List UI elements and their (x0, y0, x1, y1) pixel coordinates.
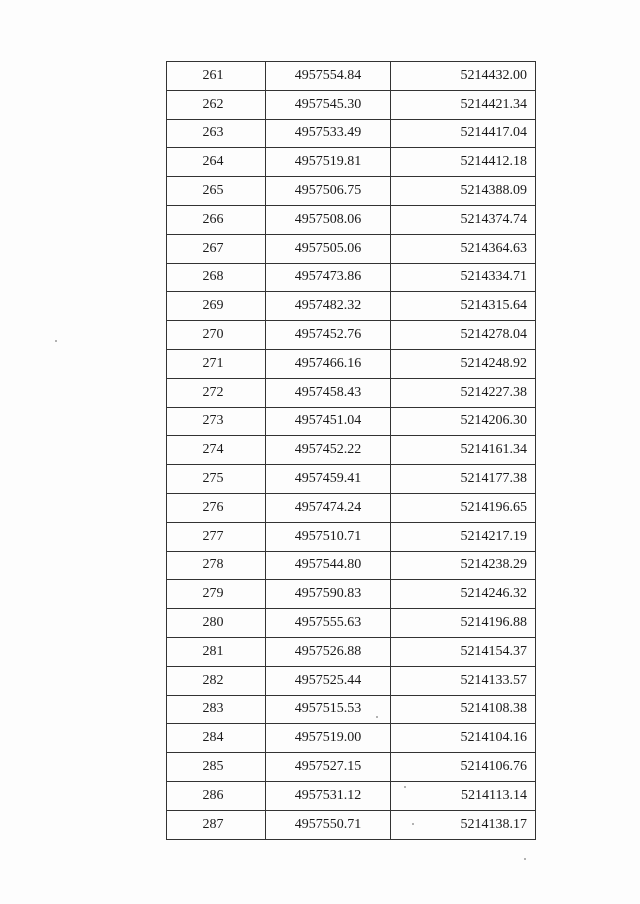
x-coordinate-cell: 4957519.81 (266, 148, 391, 177)
table-row (167, 119, 536, 148)
point-number-cell: 263 (167, 119, 266, 148)
point-number-cell: 284 (167, 724, 266, 753)
y-coordinate-cell: 5214161.34 (391, 436, 536, 465)
table-row (167, 378, 536, 407)
scan-speck (55, 340, 57, 342)
y-coordinate-cell: 5214248.92 (391, 349, 536, 378)
y-coordinate-cell: 5214177.38 (391, 465, 536, 494)
x-coordinate-cell: 4957555.63 (266, 609, 391, 638)
y-coordinate-cell: 5214246.32 (391, 580, 536, 609)
table-row (167, 292, 536, 321)
point-number-cell: 279 (167, 580, 266, 609)
x-coordinate-cell: 4957452.76 (266, 321, 391, 350)
point-number-cell: 267 (167, 234, 266, 263)
table-row (167, 580, 536, 609)
table-row (167, 724, 536, 753)
table-row (167, 810, 536, 839)
x-coordinate-cell: 4957458.43 (266, 378, 391, 407)
point-number-cell: 270 (167, 321, 266, 350)
coordinates-table (166, 61, 536, 840)
y-coordinate-cell: 5214417.04 (391, 119, 536, 148)
point-number-cell: 268 (167, 263, 266, 292)
x-coordinate-cell: 4957506.75 (266, 177, 391, 206)
x-coordinate-cell: 4957474.24 (266, 493, 391, 522)
x-coordinate-cell: 4957515.53 (266, 695, 391, 724)
table-row (167, 666, 536, 695)
y-coordinate-cell: 5214364.63 (391, 234, 536, 263)
table-row (167, 522, 536, 551)
y-coordinate-cell: 5214374.74 (391, 205, 536, 234)
point-number-cell: 277 (167, 522, 266, 551)
point-number-cell: 272 (167, 378, 266, 407)
y-coordinate-cell: 5214113.14 (391, 781, 536, 810)
point-number-cell: 283 (167, 695, 266, 724)
x-coordinate-cell: 4957505.06 (266, 234, 391, 263)
y-coordinate-cell: 5214412.18 (391, 148, 536, 177)
x-coordinate-cell: 4957519.00 (266, 724, 391, 753)
table-row (167, 90, 536, 119)
scan-speck (524, 858, 526, 860)
point-number-cell: 273 (167, 407, 266, 436)
x-coordinate-cell: 4957473.86 (266, 263, 391, 292)
x-coordinate-cell: 4957525.44 (266, 666, 391, 695)
x-coordinate-cell: 4957545.30 (266, 90, 391, 119)
table-row (167, 436, 536, 465)
x-coordinate-cell: 4957554.84 (266, 62, 391, 91)
y-coordinate-cell: 5214106.76 (391, 753, 536, 782)
point-number-cell: 271 (167, 349, 266, 378)
x-coordinate-cell: 4957451.04 (266, 407, 391, 436)
table-row (167, 349, 536, 378)
point-number-cell: 287 (167, 810, 266, 839)
point-number-cell: 264 (167, 148, 266, 177)
y-coordinate-cell: 5214206.30 (391, 407, 536, 436)
point-number-cell: 278 (167, 551, 266, 580)
x-coordinate-cell: 4957510.71 (266, 522, 391, 551)
point-number-cell: 281 (167, 637, 266, 666)
table-row (167, 234, 536, 263)
point-number-cell: 282 (167, 666, 266, 695)
x-coordinate-cell: 4957527.15 (266, 753, 391, 782)
point-number-cell: 261 (167, 62, 266, 91)
point-number-cell: 276 (167, 493, 266, 522)
y-coordinate-cell: 5214227.38 (391, 378, 536, 407)
y-coordinate-cell: 5214432.00 (391, 62, 536, 91)
table-row (167, 551, 536, 580)
x-coordinate-cell: 4957452.22 (266, 436, 391, 465)
x-coordinate-cell: 4957526.88 (266, 637, 391, 666)
y-coordinate-cell: 5214315.64 (391, 292, 536, 321)
point-number-cell: 275 (167, 465, 266, 494)
y-coordinate-cell: 5214108.38 (391, 695, 536, 724)
point-number-cell: 280 (167, 609, 266, 638)
point-number-cell: 269 (167, 292, 266, 321)
table-row (167, 753, 536, 782)
x-coordinate-cell: 4957590.83 (266, 580, 391, 609)
y-coordinate-cell: 5214196.65 (391, 493, 536, 522)
table-row (167, 205, 536, 234)
y-coordinate-cell: 5214133.57 (391, 666, 536, 695)
table-row (167, 781, 536, 810)
y-coordinate-cell: 5214138.17 (391, 810, 536, 839)
table-row (167, 637, 536, 666)
x-coordinate-cell: 4957544.80 (266, 551, 391, 580)
y-coordinate-cell: 5214154.37 (391, 637, 536, 666)
y-coordinate-cell: 5214217.19 (391, 522, 536, 551)
point-number-cell: 274 (167, 436, 266, 465)
point-number-cell: 266 (167, 205, 266, 234)
table-row (167, 148, 536, 177)
y-coordinate-cell: 5214278.04 (391, 321, 536, 350)
x-coordinate-cell: 4957459.41 (266, 465, 391, 494)
table-row (167, 609, 536, 638)
point-number-cell: 286 (167, 781, 266, 810)
table-row (167, 465, 536, 494)
point-number-cell: 285 (167, 753, 266, 782)
x-coordinate-cell: 4957533.49 (266, 119, 391, 148)
x-coordinate-cell: 4957508.06 (266, 205, 391, 234)
y-coordinate-cell: 5214421.34 (391, 90, 536, 119)
table-row (167, 321, 536, 350)
point-number-cell: 265 (167, 177, 266, 206)
point-number-cell: 262 (167, 90, 266, 119)
table-row (167, 62, 536, 91)
table-row (167, 695, 536, 724)
table-row (167, 407, 536, 436)
coordinates-table-body (167, 62, 536, 840)
y-coordinate-cell: 5214388.09 (391, 177, 536, 206)
y-coordinate-cell: 5214238.29 (391, 551, 536, 580)
y-coordinate-cell: 5214196.88 (391, 609, 536, 638)
table-row (167, 177, 536, 206)
x-coordinate-cell: 4957550.71 (266, 810, 391, 839)
y-coordinate-cell: 5214104.16 (391, 724, 536, 753)
table-row (167, 493, 536, 522)
x-coordinate-cell: 4957466.16 (266, 349, 391, 378)
x-coordinate-cell: 4957482.32 (266, 292, 391, 321)
table-row (167, 263, 536, 292)
x-coordinate-cell: 4957531.12 (266, 781, 391, 810)
y-coordinate-cell: 5214334.71 (391, 263, 536, 292)
